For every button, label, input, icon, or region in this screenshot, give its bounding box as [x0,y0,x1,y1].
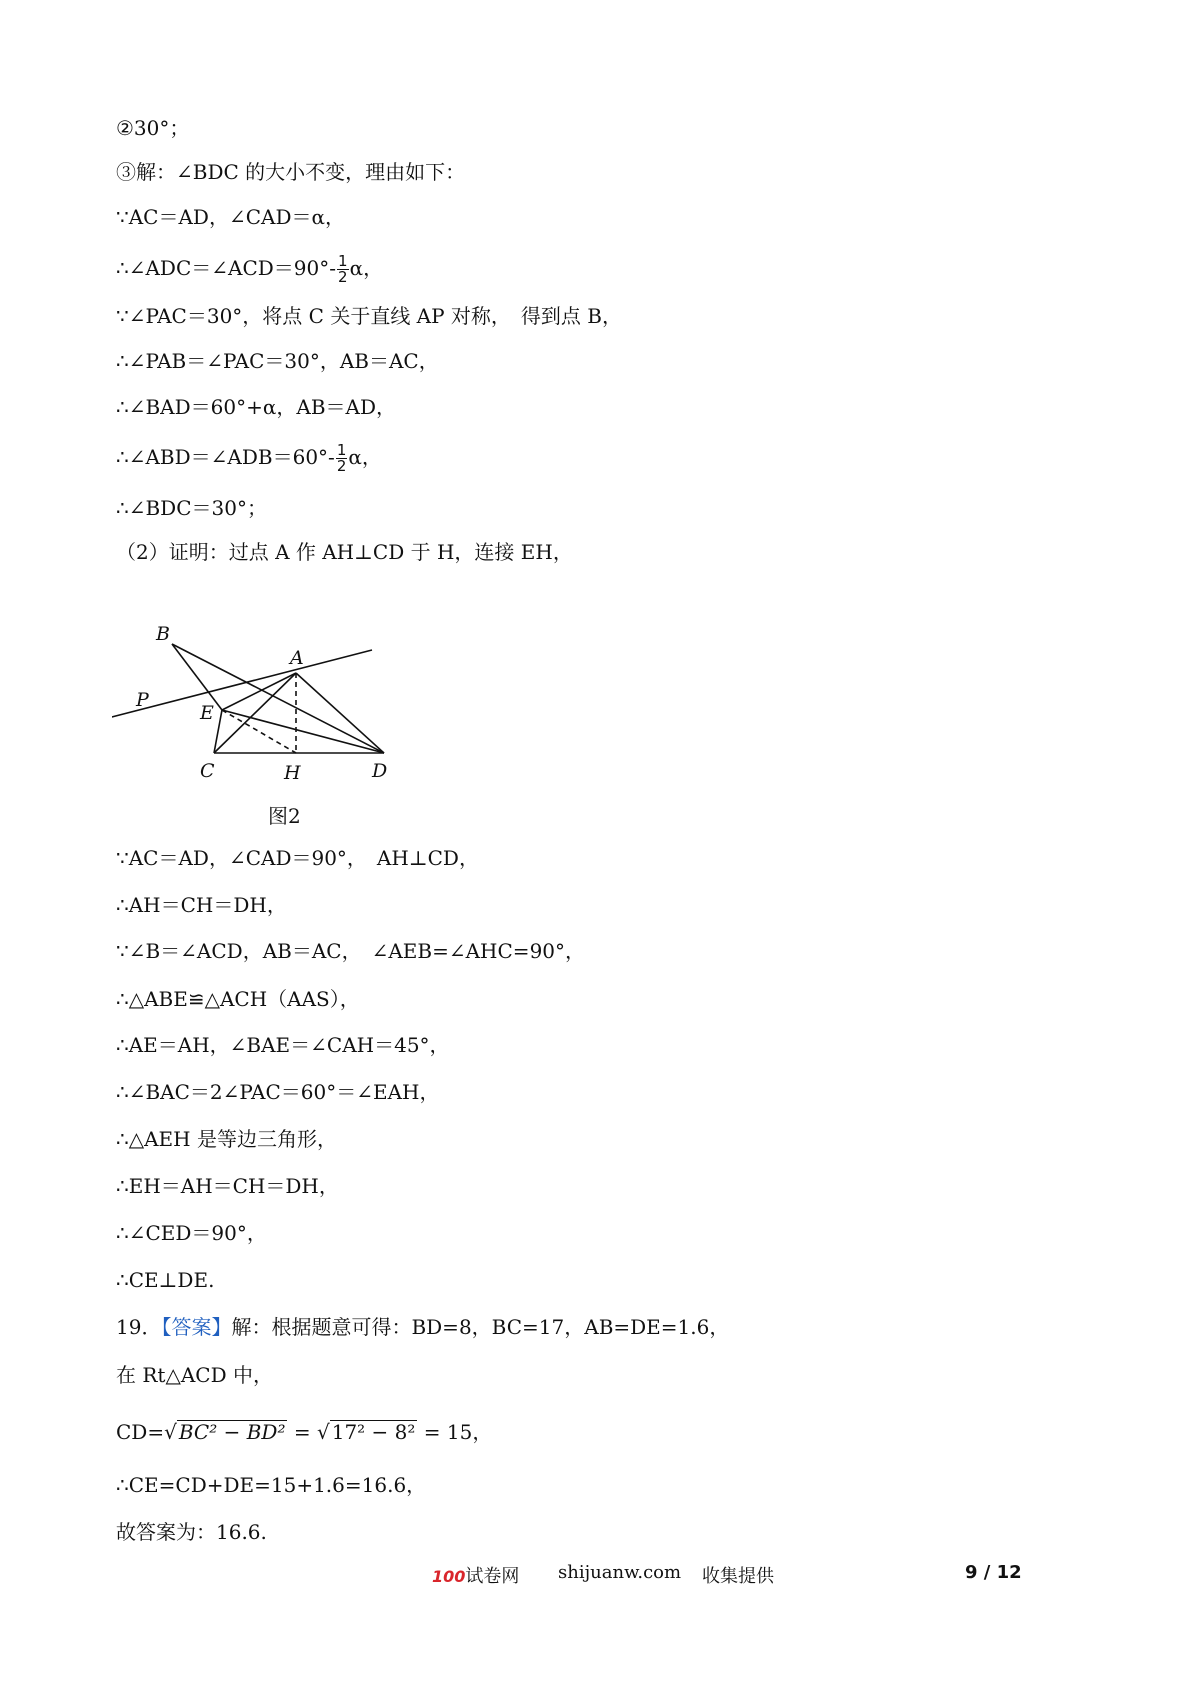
line-21 [116,1313,729,1341]
fraction-denominator: 2 [338,268,348,286]
radicand-1: BC² − BD² [178,1420,286,1444]
line-3: ∵AC＝AD，∠CAD＝α， [116,205,345,229]
fraction-numerator-2: 1 [336,441,347,459]
label-E: E [200,702,214,724]
line-12: ∴AH＝CH＝DH， [116,893,287,917]
label-P: P [136,689,149,711]
line-8 [116,443,382,474]
line-15: ∴AE＝AH，∠BAE＝∠CAH＝45°， [116,1033,450,1057]
line-23 [116,1418,492,1446]
line-4-tail: α， [349,256,384,280]
segment-BD [172,644,384,753]
label-A: A [290,647,304,669]
question-number: 19． [116,1315,162,1339]
line-10: （2）证明：过点 A 作 AH⊥CD 于 H，连接 EH， [116,540,573,564]
line-23-prefix: CD= [116,1420,165,1444]
line-19: ∴∠CED＝90°， [116,1221,267,1245]
sqrt-sign-2: √ [316,1420,330,1444]
fraction-denominator-2: 2 [336,457,347,475]
line-13: ∵∠B＝∠ACD，AB＝AC， ∠AEB=∠AHC=90°， [116,939,586,963]
line-21-text: 解：根据题意可得：BD=8，BC=17，AB=DE=1.6， [231,1315,730,1339]
line-4 [116,254,383,285]
segment-EH-dashed [222,710,296,753]
line-8-tail: α， [348,445,382,469]
line-24: ∴CE=CD+DE=15+1.6=16.6， [116,1473,427,1497]
line-5: ∵∠PAC＝30°，将点 C 关于直线 AP 对称， 得到点 B， [116,304,622,328]
line-14: ∴△ABE≌△ACH（AAS）， [116,987,360,1011]
line-1: ②30°； [116,116,190,140]
label-C: C [200,760,215,782]
label-D: D [372,760,388,782]
sqrt-sign-1: √ [164,1420,177,1444]
line-16: ∴∠BAC＝2∠PAC＝60°＝∠EAH， [116,1080,440,1104]
line-18: ∴EH＝AH＝CH＝DH， [116,1174,339,1198]
equals-1: = [287,1420,317,1444]
geometry-figure [112,620,412,795]
label-H: H [284,762,301,784]
footer-logo-group [432,1562,519,1588]
answer-tag: 【答案】 [161,1315,232,1339]
footer-provider: 收集提供 [702,1566,774,1587]
line-20: ∴CE⊥DE. [116,1268,215,1292]
line-7: ∴∠BAD＝60°+α，AB＝AD， [116,395,396,419]
footer-domain[interactable]: shijuanw.com [558,1562,682,1583]
line-25: 故答案为：16.6. [116,1520,267,1544]
line-2: ③解：∠BDC 的大小不变，理由如下： [116,160,466,184]
page-number: 9 / 12 [965,1562,1022,1583]
line-4-text: ∴∠ADC＝∠ACD＝90°- [116,256,337,280]
line-22: 在 Rt△ACD 中， [116,1363,273,1387]
segment-CA [214,673,296,753]
line-AP [112,650,372,718]
line-11: ∵AC＝AD，∠CAD＝90°， AH⊥CD， [116,846,479,870]
fraction-half-2 [336,443,348,474]
equals-2: = 15， [417,1420,493,1444]
fraction-half [337,254,349,285]
footer-logo: 100 [432,1567,466,1586]
line-17: ∴△AEH 是等边三角形， [116,1127,337,1151]
radicand-2: 17² − 8² [331,1420,416,1444]
line-8-text: ∴∠ABD＝∠ADB＝60°- [116,445,335,469]
line-9: ∴∠BDC＝30°； [116,496,267,520]
footer-site-name: 试卷网 [465,1566,520,1587]
line-6: ∴∠PAB＝∠PAC＝30°，AB＝AC， [116,349,439,373]
label-B: B [156,623,170,645]
fraction-numerator: 1 [338,252,348,270]
figure-caption: 图2 [268,804,301,828]
